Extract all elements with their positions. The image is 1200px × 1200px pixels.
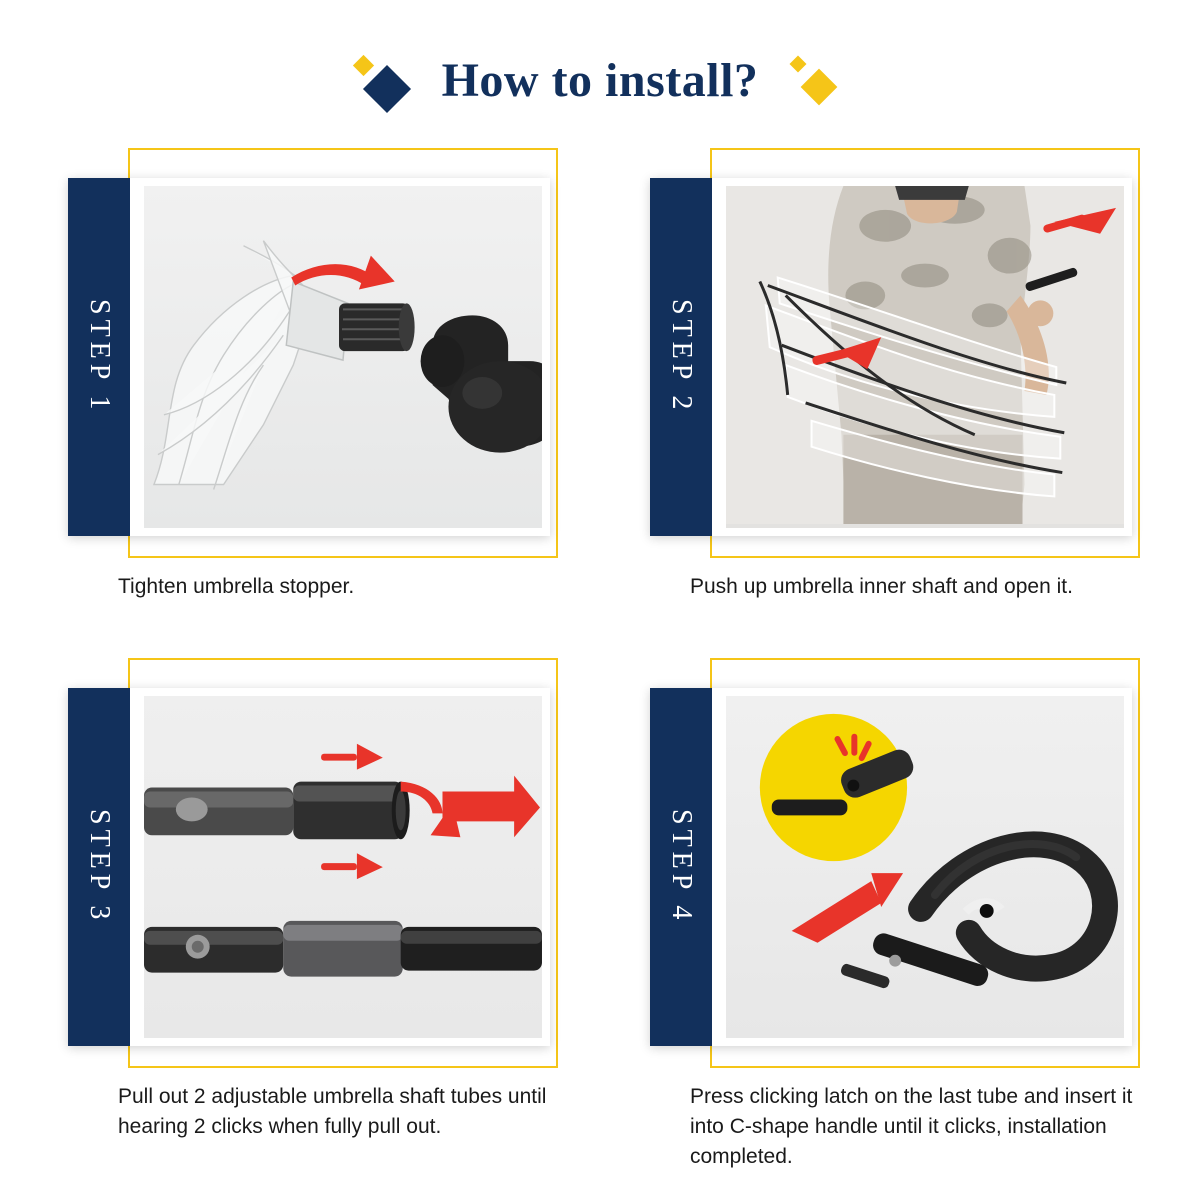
- step-card-1: [30, 140, 588, 650]
- step-caption-4: Press clicking latch on the last tube and insert it into C-shape handle until it clicks, installation completed.: [690, 1085, 1133, 1168]
- page-title: How to install?: [441, 53, 759, 107]
- step-caption-3: Pull out 2 adjustable umbrella shaft tubes until hearing 2 clicks when fully pull out.: [118, 1085, 547, 1138]
- large-diamond-icon: [363, 65, 411, 113]
- step-image-4: [726, 696, 1124, 1038]
- step-photo-card-4: [650, 688, 1132, 1046]
- step-tab-4: [650, 688, 712, 1046]
- step-caption-1: Tighten umbrella stopper.: [118, 575, 355, 598]
- header-decoration-right: [784, 52, 844, 108]
- step-caption-2: Push up umbrella inner shaft and open it.: [690, 575, 1073, 598]
- step-card-3: [30, 650, 588, 1160]
- steps-grid: [0, 140, 1200, 1168]
- step-illustration-2: [726, 186, 1124, 524]
- step-tab-1: [68, 178, 130, 536]
- page-header: [0, 52, 1200, 108]
- step-tab-label: STEP 4: [666, 809, 697, 925]
- step-card-4: [612, 650, 1170, 1168]
- step-tab-label: STEP 3: [84, 809, 115, 925]
- step-illustration-4: [726, 696, 1124, 1034]
- step-illustration-3: [144, 696, 542, 1034]
- step-image-2: [726, 186, 1124, 528]
- step-photo-card-3: [68, 688, 550, 1046]
- small-diamond-icon: [352, 55, 373, 76]
- small-diamond-icon: [790, 56, 807, 73]
- step-illustration-1: [144, 186, 542, 524]
- step-tab-label: STEP 1: [84, 299, 115, 415]
- step-photo-card-2: [650, 178, 1132, 536]
- header-decoration-left: [356, 52, 416, 108]
- step-image-1: [144, 186, 542, 528]
- step-tab-2: [650, 178, 712, 536]
- small-diamond-icon: [801, 69, 838, 106]
- step-card-2: [612, 140, 1170, 650]
- step-photo-card-1: [68, 178, 550, 536]
- step-tab-3: [68, 688, 130, 1046]
- step-tab-label: STEP 2: [666, 299, 697, 415]
- step-image-3: [144, 696, 542, 1038]
